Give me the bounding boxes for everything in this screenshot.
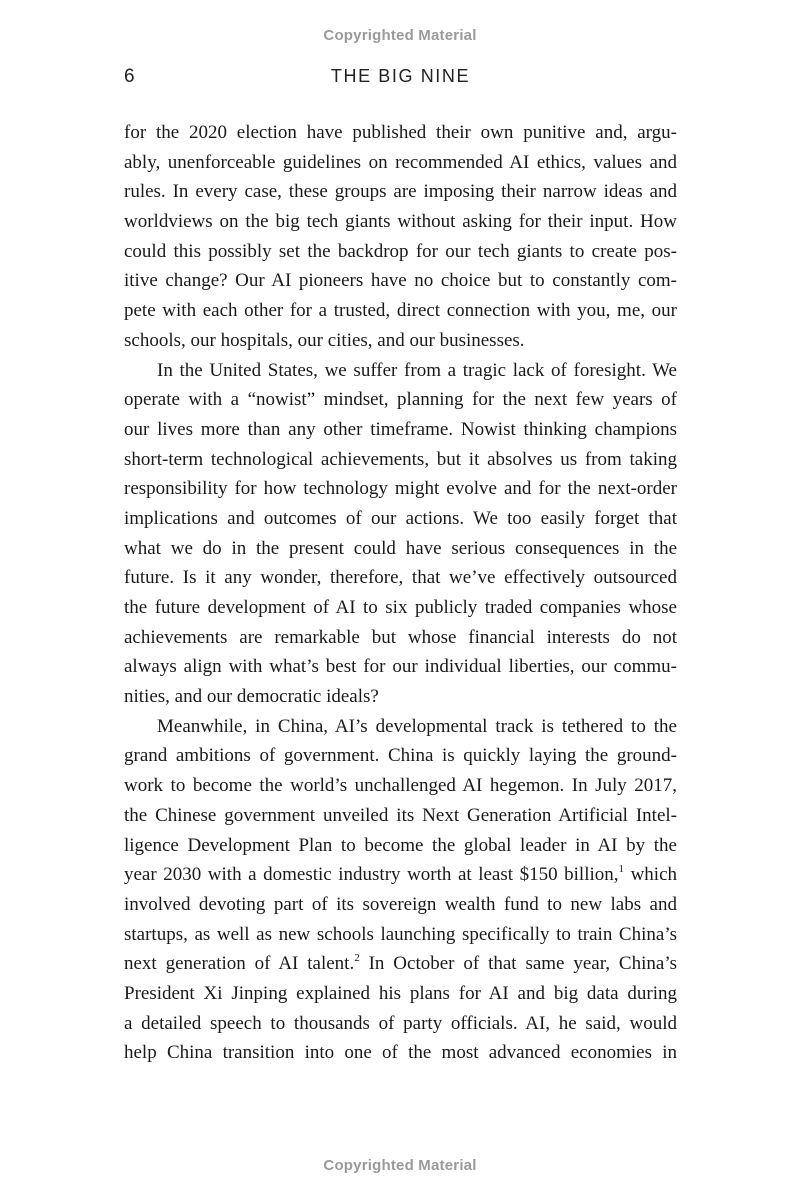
text-line: work to become the world’s unchallenged AI hegemon. In July 2017, <box>124 775 677 797</box>
footnote-marker-2: 2 <box>354 952 360 965</box>
text-line: startups, as well as new schools launching specifically to train China’s <box>124 923 677 945</box>
text-line: In the United States, we suffer from a tragic lack of foresight. We <box>157 359 677 381</box>
text-line: grand ambitions of government. China is quickly laying the ground- <box>124 745 677 767</box>
text-line: ably, unenforceable guidelines on recommended AI ethics, values and <box>124 151 677 173</box>
text-line: President Xi Jinping explained his plans for AI and big data during <box>124 982 677 1004</box>
text-line: Meanwhile, in China, AI’s developmental track is tethered to the <box>157 715 677 737</box>
text-line: implications and outcomes of our actions. We too easily forget that <box>124 507 677 529</box>
running-head <box>124 66 677 92</box>
text-line: future. Is it any wonder, therefore, that we’ve effectively outsourced <box>124 567 677 589</box>
text-line: operate with a “nowist” mindset, planning for the next few years of <box>124 389 677 411</box>
text-line: our lives more than any other timeframe. Nowist thinking champions <box>124 418 677 440</box>
text-line: involved devoting part of its sovereign wealth fund to new labs and <box>124 893 677 915</box>
text-line: a detailed speech to thousands of party officials. AI, he said, would <box>124 1012 677 1034</box>
paragraph-2 <box>124 356 677 712</box>
page-number: 6 <box>124 66 135 87</box>
paragraph-1 <box>124 118 677 356</box>
text-line-with-footnote <box>124 860 677 890</box>
text-line: schools, our hospitals, our cities, and our businesses. <box>124 329 525 351</box>
text-line: always align with what’s best for our individual liberties, our commu- <box>124 656 677 678</box>
copyright-watermark-top: Copyrighted Material <box>323 27 477 44</box>
text-line: the future development of AI to six publicly traded companies whose <box>124 597 677 618</box>
text-line: ligence Development Plan to become the global leader in AI by the <box>124 834 677 856</box>
text-fragment: In October of that same year, China’s <box>359 953 677 975</box>
body-text <box>124 118 677 1068</box>
text-line: itive change? Our AI pioneers have no choice but to constantly com- <box>124 270 677 292</box>
text-line: could this possibly set the backdrop for our tech giants to create pos- <box>124 240 677 262</box>
book-title-header: THE BIG NINE <box>330 66 471 86</box>
text-line-with-footnote <box>124 949 677 979</box>
text-line: achievements are remarkable but whose financial interests do not <box>124 626 677 648</box>
text-line: help China transition into one of the most advanced economies in <box>124 1042 677 1064</box>
footnote-marker-1: 1 <box>618 863 625 876</box>
text-line: what we do in the present could have serious consequences in the <box>124 537 677 559</box>
text-line: pete with each other for a trusted, direct connection with you, me, our <box>124 300 677 322</box>
text-line: short-term technological achievements, but it absolves us from taking <box>124 448 677 470</box>
text-line: responsibility for how technology might evolve and for the next-order <box>124 478 677 500</box>
text-fragment: next generation of AI talent. <box>124 953 355 975</box>
text-line: for the 2020 election have published their own punitive and, argu- <box>124 122 677 143</box>
text-fragment: which <box>624 864 677 886</box>
text-line: worldviews on the big tech giants without asking for their input. How <box>124 211 677 233</box>
paragraph-3 <box>124 712 677 1068</box>
copyright-watermark-bottom: Copyrighted Material <box>323 1157 477 1174</box>
text-line: nities, and our democratic ideals? <box>124 686 379 708</box>
text-line: rules. In every case, these groups are imposing their narrow ideas and <box>124 181 677 203</box>
text-fragment: year 2030 with a domestic industry worth at least $150 billion, <box>124 864 619 886</box>
text-line: the Chinese government unveiled its Next Generation Artificial Intel- <box>124 804 677 826</box>
